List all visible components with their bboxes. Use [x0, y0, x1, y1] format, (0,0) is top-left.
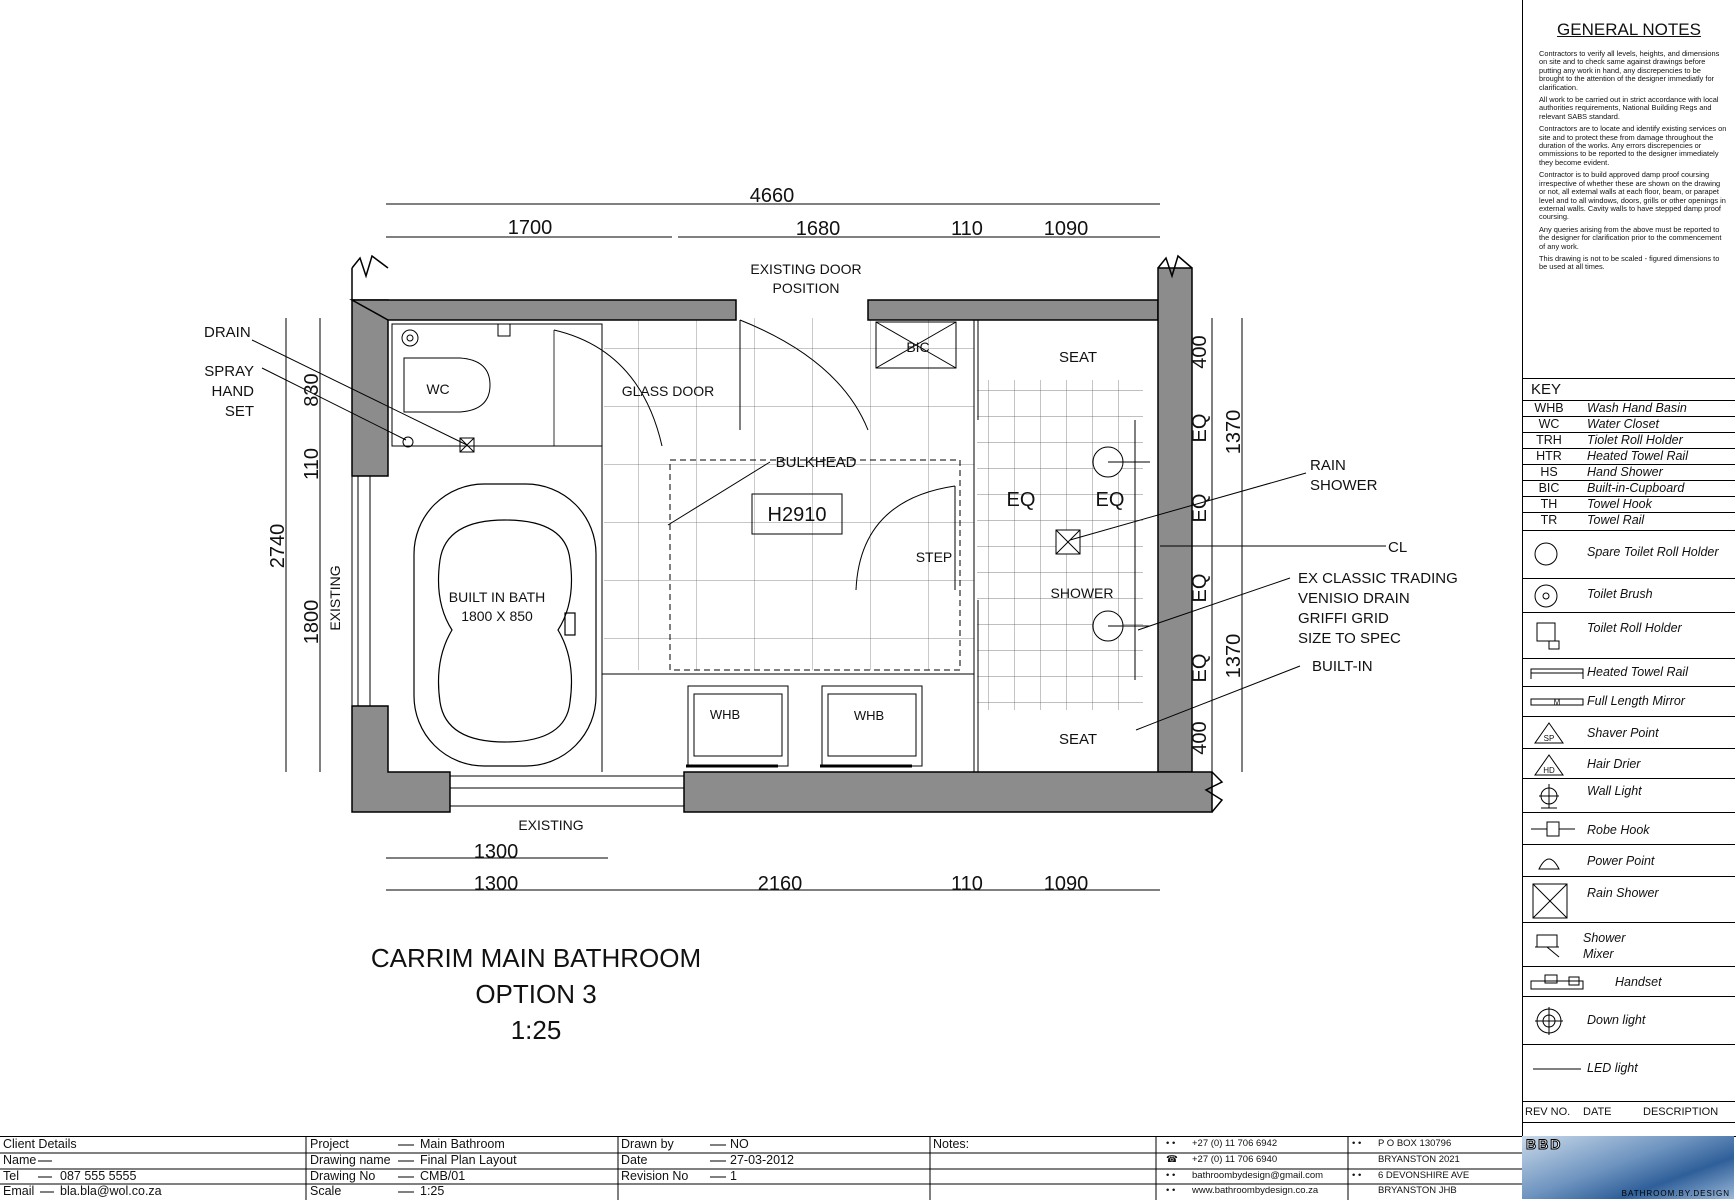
revision-label: Revision No	[621, 1169, 689, 1183]
dim-bottom-2: 2160	[757, 873, 803, 895]
key-desc: Wash Hand Basin	[1587, 401, 1687, 415]
key-row	[1523, 400, 1735, 417]
rev-no-header: REV NO.	[1525, 1106, 1571, 1118]
key-desc: Spare Toilet Roll Holder	[1587, 545, 1719, 559]
project-label: Project	[310, 1137, 349, 1151]
label-bulkhead: BULKHEAD	[775, 454, 857, 471]
dim-bottom-upper: 1300	[473, 841, 519, 863]
bath-fixture	[414, 484, 596, 766]
toilet-roll-holder-icon	[1529, 617, 1569, 655]
label-position: POSITION	[772, 280, 840, 296]
scale-value: 1:25	[420, 1184, 445, 1198]
key-row	[1523, 612, 1735, 659]
dim-left-1: 830	[301, 373, 323, 407]
key-abbr: TR	[1540, 513, 1558, 527]
handset-icon	[1529, 971, 1589, 993]
key-desc: Power Point	[1587, 854, 1655, 868]
label-built-in: BUILT-IN	[1312, 658, 1373, 675]
key-desc-2: Mixer	[1583, 947, 1614, 961]
website-value: www.bathroombydesign.co.za	[1192, 1185, 1319, 1196]
wall-top-right	[868, 300, 1158, 320]
dim-top-3: 110	[951, 218, 983, 240]
bullet-icon: • •	[1352, 1170, 1362, 1181]
toilet-brush-icon	[1529, 582, 1563, 610]
key-row	[1523, 448, 1735, 465]
wc-area	[392, 324, 602, 446]
label-bulkhead-height: H2910	[767, 504, 827, 526]
dim-top-4: 1090	[1043, 218, 1089, 240]
phone-value: +27 (0) 11 706 6942	[1192, 1138, 1278, 1149]
general-notes-title: GENERAL NOTES	[1557, 20, 1701, 39]
key-row	[1523, 658, 1735, 687]
drawing-title-line2: OPTION 3	[475, 979, 597, 1009]
key-row	[1523, 480, 1735, 497]
label-eq-left: EQ	[1006, 489, 1036, 511]
email-label: Email	[3, 1184, 35, 1198]
key-desc: Tiolet Roll Holder	[1587, 433, 1683, 447]
key-row	[1523, 464, 1735, 481]
notes-label: Notes:	[933, 1137, 970, 1151]
wall-left-lower	[352, 706, 450, 812]
label-wc: WC	[426, 381, 450, 397]
heated-towel-rail-icon	[1529, 665, 1585, 681]
label-shower-word: SHOWER	[1310, 477, 1378, 494]
mirror-mark: M	[1553, 698, 1561, 707]
spare-toilet-roll-icon	[1529, 539, 1563, 569]
scale-label: Scale	[310, 1184, 342, 1198]
key-desc: Heated Towel Rail	[1587, 665, 1688, 679]
key-row	[1523, 1044, 1735, 1093]
dim-bottom-4: 1090	[1043, 873, 1089, 895]
dim-left-2: 110	[301, 448, 323, 480]
key-row	[1523, 876, 1735, 923]
key-row	[1523, 512, 1735, 529]
logo-subtext: BATHROOM.BY.DESIGN	[1621, 1189, 1730, 1198]
eq-right-2: EQ	[1189, 493, 1211, 523]
dim-right-4: 400	[1189, 721, 1211, 755]
po-box-value: P O BOX 130796	[1378, 1138, 1452, 1149]
label-existing-left: EXISTING	[327, 565, 343, 631]
title-block	[0, 1136, 1736, 1200]
key-row	[1523, 530, 1735, 579]
key-desc: Towel Hook	[1587, 497, 1652, 511]
shaver-mark: SP	[1543, 734, 1555, 743]
client-details-label: Client Details	[3, 1137, 77, 1151]
label-whb-1: WHB	[709, 707, 741, 722]
label-set: SET	[224, 403, 254, 420]
label-drain: DRAIN	[204, 324, 251, 341]
bullet-icon: • •	[1166, 1185, 1176, 1196]
key-desc: Wall Light	[1587, 784, 1642, 798]
down-light-icon	[1529, 1005, 1569, 1037]
drawing-name-label: Drawing name	[310, 1153, 391, 1167]
key-desc: Down light	[1587, 1013, 1646, 1027]
key-abbr: HTR	[1536, 449, 1562, 463]
street-value: 6 DEVONSHIRE AVE	[1378, 1170, 1470, 1181]
key-desc: Toilet Brush	[1587, 587, 1653, 601]
power-point-icon	[1529, 849, 1569, 873]
drawn-by-label: Drawn by	[621, 1137, 674, 1151]
wall-top-left	[352, 300, 736, 320]
bullet-icon: • •	[1352, 1138, 1362, 1149]
label-hand: HAND	[211, 383, 254, 400]
label-shower: SHOWER	[1050, 585, 1114, 601]
eq-right-4: EQ	[1189, 653, 1211, 683]
key-desc: Toilet Roll Holder	[1587, 621, 1682, 635]
note-paragraph: Contractor is to build approved damp proof coursing irrespective of whether these are shown on the drawing or not, all external walls at each floor, beam, or parapet level and to all windows, doors, grills or other openings in external walls. Cavity walls to have stepped damp proof coursing.	[1539, 170, 1726, 222]
existing-window-left	[352, 476, 370, 706]
company-email-value: bathroombydesign@gmail.com	[1192, 1170, 1324, 1181]
label-seat-top: SEAT	[1058, 349, 1098, 366]
tel-value: 087 555 5555	[60, 1169, 137, 1183]
key-desc: Hair Drier	[1587, 757, 1641, 771]
key-desc: Rain Shower	[1587, 886, 1659, 900]
fax-icon: ☎	[1166, 1154, 1178, 1165]
revision-value: 1	[730, 1169, 737, 1183]
key-row	[1523, 748, 1735, 779]
key-desc: Hand Shower	[1587, 465, 1663, 479]
project-value: Main Bathroom	[420, 1137, 505, 1151]
key-desc: Shower	[1583, 931, 1626, 945]
drawn-by-value: NO	[730, 1137, 749, 1151]
drawing-no-value: CMB/01	[420, 1169, 466, 1183]
wall-right	[1158, 268, 1192, 772]
wall-light-icon	[1529, 782, 1569, 812]
drawing-no-label: Drawing No	[310, 1169, 376, 1183]
key-desc: Towel Rail	[1587, 513, 1645, 527]
key-header	[1523, 378, 1735, 398]
drawing-title-line3: 1:25	[510, 1015, 562, 1045]
label-seat-bottom: SEAT	[1058, 731, 1098, 748]
drain-fixture	[403, 437, 474, 452]
key-row	[1523, 432, 1735, 449]
revision-header	[1523, 1101, 1735, 1123]
key-row	[1523, 812, 1735, 845]
key-row	[1523, 778, 1735, 813]
key-row	[1523, 922, 1735, 967]
key-abbr: TH	[1540, 497, 1558, 511]
name-label: Name	[3, 1153, 37, 1167]
key-row	[1523, 578, 1735, 613]
label-bic: BIC	[906, 339, 930, 355]
shaver-point-icon	[1529, 719, 1569, 747]
note-paragraph: Contractors to verify all levels, heights, and dimensions on site and to check same against drawings before putting any work in hand, any discrepencies to be brought to the attention of the designer immediatly for clarification.	[1539, 49, 1720, 92]
key-abbr: TRH	[1536, 433, 1562, 447]
label-cl: CL	[1388, 539, 1408, 556]
company-logo	[1522, 1136, 1734, 1199]
key-title: KEY	[1531, 381, 1562, 398]
rev-desc-header: DESCRIPTION	[1643, 1106, 1719, 1118]
note-paragraph: Any queries arising from the above must be reported to the designer for clarification prior to the commencement of any work.	[1539, 224, 1722, 251]
wall-bottom-right	[684, 772, 1212, 812]
key-desc: LED light	[1587, 1061, 1638, 1075]
dim-right-3: 1370	[1223, 633, 1245, 679]
key-desc: Full Length Mirror	[1587, 694, 1685, 708]
key-abbr: WHB	[1534, 401, 1564, 415]
key-row	[1523, 496, 1735, 513]
bullet-icon: • •	[1166, 1138, 1176, 1149]
dim-left-3: 1800	[301, 599, 323, 645]
label-built-in-bath: BUILT IN BATH	[448, 589, 546, 605]
note-paragraph: Contractors are to locate and identify existing services on site and to protect these from damage throughout the duration of the works. Any errors discrepencies or ommissions to be reported to the designer immediately they become evident.	[1539, 124, 1727, 167]
label-rain: RAIN	[1310, 457, 1346, 474]
drier-mark: HD	[1543, 766, 1555, 775]
city-value: BRYANSTON JHB	[1378, 1185, 1457, 1196]
label-spray: SPRAY	[204, 363, 254, 380]
key-desc: Shaver Point	[1587, 726, 1659, 740]
key-row	[1523, 416, 1735, 433]
general-notes	[1539, 50, 1727, 276]
key-row	[1523, 996, 1735, 1045]
key-abbr: BIC	[1538, 481, 1560, 495]
key-row	[1523, 844, 1735, 877]
rain-shower-icon	[1529, 880, 1569, 920]
label-existing-door: EXISTING DOOR	[750, 261, 862, 277]
logo-text: BBD	[1526, 1136, 1563, 1152]
hair-drier-icon	[1529, 751, 1569, 779]
side-panel	[1522, 0, 1735, 1136]
date-label: Date	[621, 1153, 648, 1167]
wc-fixture	[402, 324, 510, 412]
shower-mixer-icon	[1529, 929, 1569, 961]
key-row	[1523, 716, 1735, 749]
note-paragraph: All work to be carried out in strict accordance with local authorities requirements, National Building Regs and relevant SABS standard.	[1539, 95, 1719, 121]
label-size-spec: SIZE TO SPEC	[1298, 630, 1401, 647]
drawing-name-value: Final Plan Layout	[420, 1153, 517, 1167]
dim-top-2: 1680	[795, 218, 841, 240]
mirror-icon	[1529, 694, 1585, 710]
rev-date-header: DATE	[1583, 1106, 1612, 1118]
email-value: bla.bla@wol.co.za	[60, 1184, 162, 1198]
dim-bottom-3: 110	[951, 873, 983, 895]
label-whb-2: WHB	[853, 708, 885, 723]
whb-fixtures	[686, 686, 922, 766]
eq-right-3: EQ	[1189, 573, 1211, 603]
key-desc: Handset	[1615, 975, 1662, 989]
label-eq-right: EQ	[1095, 489, 1125, 511]
date-value: 27-03-2012	[730, 1153, 794, 1167]
label-existing-bottom: EXISTING	[518, 817, 584, 833]
key-row	[1523, 966, 1735, 997]
led-light-icon	[1529, 1059, 1585, 1079]
dim-total-top: 4660	[749, 185, 795, 207]
dim-left-total: 2740	[267, 523, 289, 569]
existing-window-bottom	[450, 776, 684, 806]
label-griffi: GRIFFI GRID	[1298, 610, 1389, 627]
postal-code-value: BRYANSTON 2021	[1378, 1154, 1460, 1165]
dim-bottom-1: 1300	[473, 873, 519, 895]
dim-top-1: 1700	[507, 217, 553, 239]
key-desc: Robe Hook	[1587, 823, 1650, 837]
key-desc: Built-in-Cupboard	[1587, 481, 1685, 495]
label-step: STEP	[915, 549, 953, 565]
key-desc: Heated Towel Rail	[1587, 449, 1688, 463]
key-row	[1523, 686, 1735, 717]
key-abbr: WC	[1538, 417, 1560, 431]
key-abbr: HS	[1540, 465, 1558, 479]
eq-right-1: EQ	[1189, 413, 1211, 443]
tel-label: Tel	[3, 1169, 19, 1183]
dim-right-1: 400	[1189, 335, 1211, 369]
note-paragraph: This drawing is not to be scaled - figured dimensions to be used at all times.	[1539, 253, 1720, 272]
bullet-icon: • •	[1166, 1170, 1176, 1181]
label-venisio: VENISIO DRAIN	[1298, 590, 1410, 607]
label-ex-classic: EX CLASSIC TRADING	[1298, 570, 1458, 587]
wall-break-left	[352, 256, 388, 276]
label-bath-size: 1800 X 850	[461, 608, 533, 624]
robe-hook-icon	[1529, 819, 1577, 839]
fax-value: +27 (0) 11 706 6940	[1192, 1154, 1278, 1165]
key-desc: Water Closet	[1587, 417, 1660, 431]
wall-left-upper	[352, 268, 388, 476]
dim-right-2: 1370	[1223, 409, 1245, 455]
label-glass-door: GLASS DOOR	[621, 383, 715, 399]
drawing-title-line1: CARRIM MAIN BATHROOM	[370, 943, 702, 973]
